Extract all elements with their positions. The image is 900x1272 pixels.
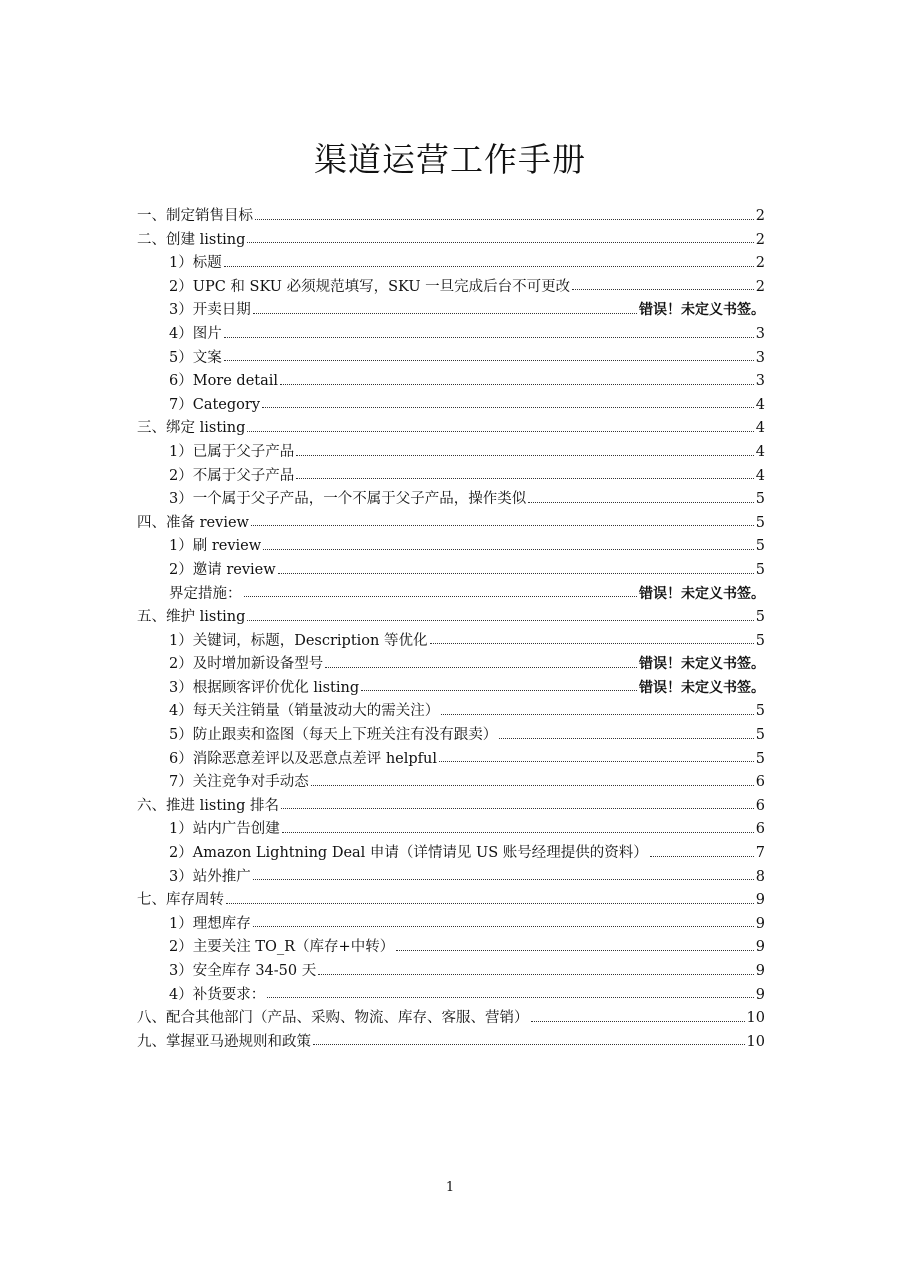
toc-dot-leader (531, 1021, 745, 1022)
toc-entry-error-message: 错误！未定义书签。 (639, 585, 765, 602)
toc-entry[interactable] (137, 440, 765, 464)
toc-entry-page: 4 (755, 443, 765, 460)
toc-entry[interactable] (137, 983, 765, 1007)
toc-entry-title: 六、推进 listing 排名 (137, 797, 280, 814)
toc-dot-leader (282, 832, 754, 833)
toc-dot-leader (296, 455, 754, 456)
toc-entry-page: 2 (755, 255, 765, 272)
toc-dot-leader (251, 525, 754, 526)
toc-entry-title: 7）Category (169, 396, 261, 413)
toc-dot-leader (253, 926, 754, 927)
toc-entry[interactable] (137, 959, 765, 983)
toc-dot-leader (224, 337, 754, 338)
toc-dot-leader (247, 242, 753, 243)
toc-entry-title: 五、维护 listing (137, 609, 246, 626)
toc-entry-title: 5）防止跟卖和盗图（每天上下班关注有没有跟卖） (169, 727, 498, 744)
toc-entry-title: 2）不属于父子产品 (169, 467, 295, 484)
toc-entry[interactable] (137, 629, 765, 653)
toc-entry-page: 3 (755, 325, 765, 342)
toc-dot-leader (499, 738, 754, 739)
toc-entry-title: 4）补货要求： (169, 986, 266, 1003)
toc-dot-leader (528, 502, 754, 503)
toc-entry-page: 5 (755, 750, 765, 767)
toc-entry[interactable] (137, 770, 765, 794)
toc-dot-leader (361, 690, 637, 691)
toc-entry-title: 八、配合其他部门（产品、采购、物流、库存、客服、营销） (137, 1010, 529, 1027)
toc-dot-leader (296, 478, 754, 479)
toc-entry-title: 5）文案 (169, 349, 222, 366)
toc-entry-page: 2 (755, 278, 765, 295)
toc-dot-leader (262, 407, 754, 408)
toc-entry-title: 界定措施： (169, 585, 242, 602)
toc-entry[interactable] (137, 1006, 765, 1030)
toc-dot-leader (650, 856, 754, 857)
toc-entry-title: 1）关键词，标题，Description 等优化 (169, 632, 428, 649)
toc-entry-page: 10 (746, 1010, 765, 1027)
toc-entry-page: 5 (755, 561, 765, 578)
toc-entry[interactable] (137, 817, 765, 841)
toc-entry-title: 6）More detail (169, 373, 279, 390)
toc-dot-leader (396, 950, 754, 951)
toc-dot-leader (313, 1044, 745, 1045)
toc-entry[interactable] (137, 747, 765, 771)
toc-entry[interactable] (137, 416, 765, 440)
toc-dot-leader (430, 643, 754, 644)
toc-entry[interactable] (137, 251, 765, 275)
toc-entry-page: 3 (755, 349, 765, 366)
toc-entry-page: 3 (755, 373, 765, 390)
toc-entry-title: 七、库存周转 (137, 892, 224, 909)
toc-dot-leader (280, 384, 754, 385)
toc-dot-leader (224, 266, 754, 267)
toc-entry-page: 6 (755, 821, 765, 838)
toc-entry[interactable] (137, 605, 765, 629)
toc-entry[interactable] (137, 298, 765, 322)
toc-entry[interactable] (137, 582, 765, 606)
toc-dot-leader (311, 785, 754, 786)
toc-entry-title: 4）图片 (169, 325, 222, 342)
toc-entry[interactable] (137, 794, 765, 818)
toc-entry[interactable] (137, 393, 765, 417)
toc-entry[interactable] (137, 865, 765, 889)
toc-entry[interactable] (137, 935, 765, 959)
toc-dot-leader (325, 667, 637, 668)
toc-dot-leader (224, 360, 754, 361)
toc-entry[interactable] (137, 204, 765, 228)
toc-entry-page: 5 (755, 538, 765, 555)
toc-entry-title: 6）消除恶意差评以及恶意点差评 helpful (169, 750, 438, 767)
toc-entry-page: 5 (755, 491, 765, 508)
toc-entry-title: 2）Amazon Lightning Deal 申请（详情请见 US 账号经理提供的资料） (169, 845, 648, 862)
toc-entry[interactable] (137, 699, 765, 723)
toc-entry-error-message: 错误！未定义书签。 (639, 302, 765, 319)
toc-entry-error-message: 错误！未定义书签。 (639, 656, 765, 673)
toc-dot-leader (244, 596, 638, 597)
toc-entry[interactable] (137, 912, 765, 936)
toc-entry[interactable] (137, 534, 765, 558)
toc-entry-page: 4 (755, 467, 765, 484)
toc-entry-title: 1）标题 (169, 255, 222, 272)
toc-entry-title: 2）UPC 和 SKU 必须规范填写，SKU 一旦完成后台不可更改 (169, 278, 571, 295)
toc-entry-title: 二、创建 listing (137, 231, 246, 248)
toc-entry-error-message: 错误！未定义书签。 (639, 679, 765, 696)
toc-entry-title: 2）主要关注 TO_R（库存+中转） (169, 939, 395, 956)
toc-entry-title: 一、制定销售目标 (137, 208, 253, 224)
toc-entry[interactable] (137, 511, 765, 535)
toc-dot-leader (263, 549, 754, 550)
toc-entry[interactable] (137, 346, 765, 370)
toc-entry-page: 5 (755, 727, 765, 744)
toc-dot-leader (281, 808, 754, 809)
table-of-contents (137, 204, 765, 1053)
toc-dot-leader (439, 761, 754, 762)
toc-dot-leader (253, 313, 637, 314)
toc-entry-page: 2 (755, 208, 765, 224)
toc-dot-leader (267, 997, 754, 998)
toc-entry-page: 5 (755, 609, 765, 626)
toc-entry[interactable] (137, 228, 765, 252)
page-title: 渠道运营工作手册 (314, 140, 586, 180)
toc-dot-leader (226, 903, 754, 904)
toc-entry-page: 9 (755, 939, 765, 956)
toc-entry-title: 3）站外推广 (169, 868, 251, 885)
toc-dot-leader (247, 620, 753, 621)
toc-entry-page: 8 (755, 868, 765, 885)
toc-entry-title: 九、掌握亚马逊规则和政策 (137, 1033, 311, 1050)
toc-dot-leader (572, 289, 754, 290)
toc-entry-title: 三、绑定 listing (137, 420, 246, 437)
toc-entry-page: 5 (755, 514, 765, 531)
toc-dot-leader (253, 879, 754, 880)
toc-entry-title: 3）一个属于父子产品，一个不属于父子产品，操作类似 (169, 491, 527, 508)
toc-entry-title: 3）开卖日期 (169, 302, 251, 319)
toc-entry[interactable] (137, 888, 765, 912)
toc-entry-title: 1）已属于父子产品 (169, 443, 295, 460)
toc-entry[interactable] (137, 723, 765, 747)
toc-entry-title: 3）安全库存 34-50 天 (169, 963, 317, 979)
toc-entry-page: 4 (755, 420, 765, 437)
toc-entry-title: 3）根据顾客评价优化 listing (169, 679, 360, 696)
toc-entry[interactable] (137, 1030, 765, 1054)
page-number: 1 (445, 1180, 455, 1195)
toc-entry-title: 四、准备 review (137, 514, 249, 531)
toc-dot-leader (441, 714, 754, 715)
toc-dot-leader (278, 573, 754, 574)
toc-entry[interactable] (137, 322, 765, 346)
toc-entry-title: 7）关注竞争对手动态 (169, 774, 309, 791)
toc-entry-page: 9 (755, 915, 765, 932)
toc-entry-page: 6 (755, 797, 765, 814)
toc-entry[interactable] (137, 676, 765, 700)
toc-entry-page: 7 (755, 845, 765, 862)
toc-entry-title: 4）每天关注销量（销量波动大的需关注） (169, 703, 440, 720)
toc-entry[interactable] (137, 841, 765, 865)
toc-dot-leader (247, 431, 753, 432)
toc-entry-title: 1）刷 review (169, 538, 262, 555)
toc-entry-title: 2）邀请 review (169, 561, 276, 578)
toc-entry[interactable] (137, 275, 765, 299)
toc-entry[interactable] (137, 558, 765, 582)
toc-entry[interactable] (137, 652, 765, 676)
toc-dot-leader (255, 219, 754, 220)
toc-entry-title: 1）理想库存 (169, 915, 251, 932)
toc-dot-leader (318, 974, 754, 975)
toc-entry[interactable] (137, 487, 765, 511)
toc-entry-page: 4 (755, 396, 765, 413)
toc-entry-page: 5 (755, 632, 765, 649)
toc-entry-page: 9 (755, 986, 765, 1003)
toc-entry-page: 6 (755, 774, 765, 791)
toc-entry[interactable] (137, 369, 765, 393)
toc-entry[interactable] (137, 464, 765, 488)
toc-entry-page: 10 (746, 1033, 765, 1050)
toc-entry-title: 2）及时增加新设备型号 (169, 656, 324, 673)
toc-entry-title: 1）站内广告创建 (169, 821, 280, 838)
toc-entry-page: 2 (755, 231, 765, 248)
toc-entry-page: 5 (755, 703, 765, 720)
toc-entry-page: 9 (755, 963, 765, 979)
toc-entry-page: 9 (755, 892, 765, 909)
